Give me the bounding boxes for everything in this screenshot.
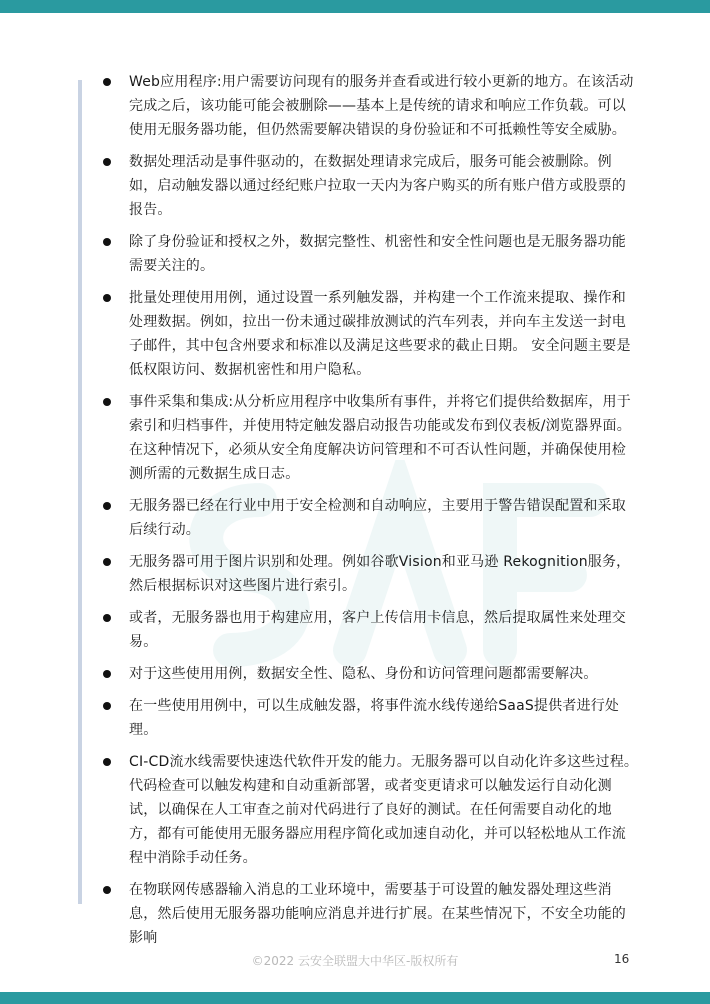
list-item-text: 对于这些使用用例，数据安全性、隐私、身份和访问管理问题都需要解决。 <box>129 666 598 682</box>
header-accent-bar <box>0 0 710 13</box>
list-item-text: 无服务器已经在行业中用于安全检测和自动响应，主要用于警告错误配置和采取后续行动。 <box>129 498 626 538</box>
bullet-icon <box>103 558 111 566</box>
list-item <box>100 662 640 686</box>
list-item-text: CI-CD流水线需要快速迭代软件开发的能力。无服务器可以自动化许多这些过程。代码检查可以触发构建和自动重新部署，或者变更请求可以触发运行自动化测试，以确保在人工审查之前对代码进行了良好的测试。在任何需要自动化的地方，都有可能使用无服务器应用程序简化或加速自动化，并可以轻松地从工作流程中消除手动任务。 <box>129 754 639 866</box>
bullet-icon <box>103 502 111 510</box>
side-rule <box>78 80 82 904</box>
list-item-text: 数据处理活动是事件驱动的，在数据处理请求完成后，服务可能会被删除。例如，启动触发器以通过经纪账户拉取一天内为客户购买的所有账户借方或股票的报告。 <box>129 154 626 218</box>
list-item-text: 除了身份验证和授权之外，数据完整性、机密性和安全性问题也是无服务器功能需要关注的。 <box>129 234 626 274</box>
bullet-icon <box>103 670 111 678</box>
bullet-icon <box>103 702 111 710</box>
list-item-text: 在物联网传感器输入消息的工业环境中，需要基于可设置的触发器处理这些消息，然后使用无服务器功能响应消息并进行扩展。在某些情况下，不安全功能的影响 <box>129 882 626 946</box>
list-item <box>100 150 640 222</box>
list-item <box>100 550 640 598</box>
list-item-text: Web应用程序:用户需要访问现有的服务并查看或进行较小更新的地方。在该活动完成之后，该功能可能会被删除——基本上是传统的请求和响应工作负载。可以使用无服务器功能，但仍然需要解决错误的身份验证和不可抵赖性等安全威胁。 <box>129 74 634 138</box>
list-item <box>100 230 640 278</box>
bullet-icon <box>103 158 111 166</box>
list-item <box>100 390 640 486</box>
page-number: 16 <box>614 952 630 966</box>
list-item <box>100 750 640 870</box>
list-item <box>100 286 640 382</box>
bullet-icon <box>103 294 111 302</box>
bullet-icon <box>103 614 111 622</box>
bullet-icon <box>103 238 111 246</box>
list-item-text: 在一些使用用例中，可以生成触发器，将事件流水线传递给SaaS提供者进行处理。 <box>129 698 620 738</box>
list-item <box>100 70 640 142</box>
footer-copyright: ©2022 云安全联盟大中华区-版权所有 <box>251 954 459 968</box>
list-item-text: 无服务器可用于图片识别和处理。例如谷歌Vision和亚马逊 Rekognition服务，然后根据标识对这些图片进行索引。 <box>129 554 631 594</box>
list-item-text: 批量处理使用用例，通过设置一系列触发器，并构建一个工作流来提取、操作和处理数据。例如，拉出一份未通过碳排放测试的汽车列表，并向车主发送一封电子邮件，其中包含州要求和标准以及满足这些要求的截止日期。 安全问题主要是低权限访问、数据机密性和用户隐私。 <box>129 290 631 378</box>
list-item <box>100 606 640 654</box>
bullet-icon <box>103 758 111 766</box>
footer-accent-bar <box>0 992 710 1004</box>
bullet-icon <box>103 886 111 894</box>
list-item <box>100 694 640 742</box>
list-item-text: 或者，无服务器也用于构建应用，客户上传信用卡信息，然后提取属性来处理交易。 <box>129 610 626 650</box>
list-item <box>100 494 640 542</box>
bullet-list <box>100 70 640 958</box>
list-item <box>100 878 640 950</box>
bullet-icon <box>103 398 111 406</box>
bullet-icon <box>103 78 111 86</box>
list-item-text: 事件采集和集成:从分析应用程序中收集所有事件，并将它们提供给数据库，用于索引和归档事件，并使用特定触发器启动报告功能或发布到仪表板/浏览器界面。在这种情况下，必须从安全角度解决访问管理和不可否认性问题，并确保使用检测所需的元数据生成日志。 <box>129 394 631 482</box>
